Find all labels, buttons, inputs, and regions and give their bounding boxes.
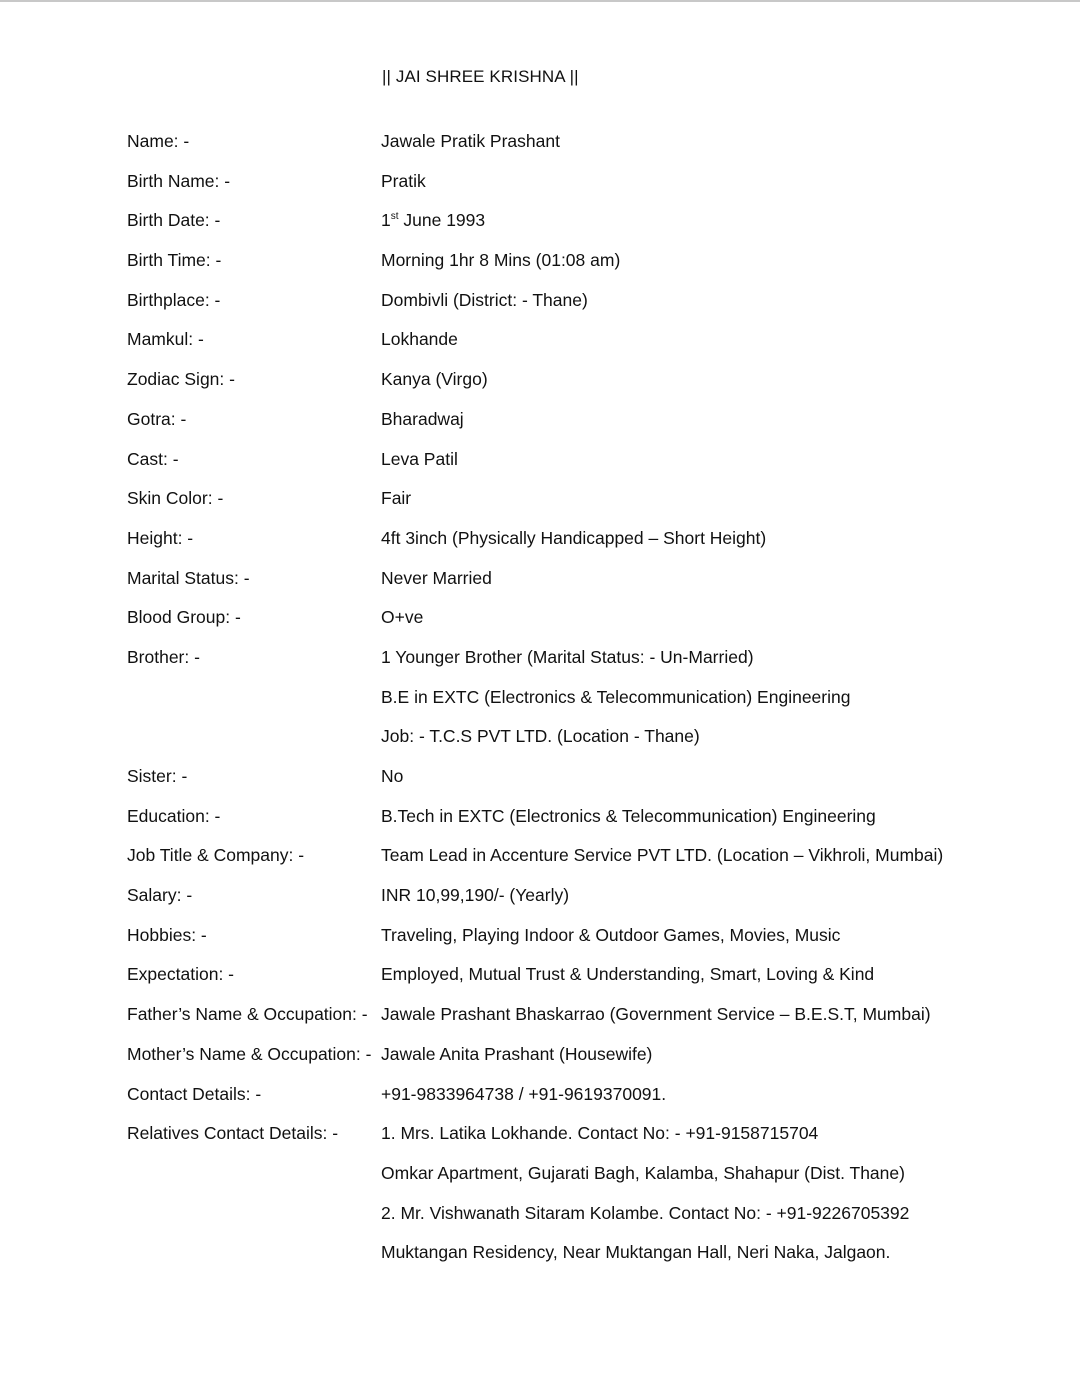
- value-relative-2-address: Muktangan Residency, Near Muktangan Hall, Neri Naka, Jalgaon.: [381, 1242, 891, 1263]
- label-mamkul: Mamkul: -: [127, 329, 204, 350]
- value-brother-education: B.E in EXTC (Electronics & Telecommunication) Engineering: [381, 686, 851, 707]
- label-sister: Sister: -: [127, 766, 188, 786]
- value-height: 4ft 3inch (Physically Handicapped – Short Height): [381, 527, 767, 548]
- value-contact-details: +91-9833964738 / +91-9619370091.: [381, 1083, 667, 1104]
- label-relatives-contact: Relatives Contact Details: -: [127, 1123, 339, 1144]
- row-blood-group: [127, 606, 1027, 646]
- value-mamkul: Lokhande: [381, 329, 458, 350]
- row-brother-education: [127, 686, 1027, 726]
- label-father: Father’s Name & Occupation: -: [127, 1004, 368, 1025]
- label-hobbies: Hobbies: -: [127, 924, 207, 945]
- birth-date-day: 1: [381, 210, 391, 231]
- value-name: Jawale Pratik Prashant: [381, 131, 560, 151]
- row-mamkul: [127, 328, 1027, 368]
- row-expectation: [127, 963, 1027, 1003]
- row-hobbies: [127, 924, 1027, 964]
- row-relative-1-address: [127, 1162, 1027, 1202]
- label-birth-name: Birth Name: -: [127, 170, 231, 191]
- row-birth-name: [127, 170, 1027, 210]
- row-zodiac-sign: [127, 368, 1027, 408]
- biodata-details: [127, 130, 1027, 1281]
- row-sister: [127, 765, 1027, 805]
- label-blood-group: Blood Group: -: [127, 607, 241, 628]
- birth-date-month-year: June 1993: [398, 210, 486, 231]
- value-mother: Jawale Anita Prashant (Housewife): [381, 1043, 653, 1064]
- value-relative-1-address: Omkar Apartment, Gujarati Bagh, Kalamba, Shahapur (Dist. Thane): [381, 1162, 905, 1183]
- value-job-title: Team Lead in Accenture Service PVT LTD. (Location – Vikhroli, Mumbai): [381, 845, 944, 866]
- row-father: [127, 1003, 1027, 1043]
- row-height: [127, 527, 1027, 567]
- value-blood-group: O+ve: [381, 607, 424, 628]
- value-cast: Leva Patil: [381, 448, 458, 469]
- birth-date-ordinal: st: [390, 211, 399, 223]
- row-skin-color: [127, 487, 1027, 527]
- value-birth-name: Pratik: [381, 170, 426, 191]
- row-relative-2: [127, 1202, 1027, 1242]
- label-job-title: Job Title & Company: -: [127, 845, 305, 866]
- row-name: [127, 130, 1027, 170]
- page-heading: || JAI SHREE KRISHNA ||: [382, 67, 579, 86]
- row-cast: [127, 448, 1027, 488]
- value-skin-color: Fair: [381, 488, 412, 509]
- value-hobbies: Traveling, Playing Indoor & Outdoor Games, Movies, Music: [381, 924, 841, 945]
- value-gotra: Bharadwaj: [381, 408, 464, 429]
- value-birth-date: [381, 209, 485, 231]
- row-gotra: [127, 408, 1027, 448]
- label-contact-details: Contact Details: -: [127, 1083, 262, 1104]
- value-expectation: Employed, Mutual Trust & Understanding, Smart, Loving & Kind: [381, 964, 875, 985]
- label-marital-status: Marital Status: -: [127, 567, 250, 588]
- label-height: Height: -: [127, 527, 194, 548]
- value-salary: INR 10,99,190/- (Yearly): [381, 885, 570, 906]
- label-education: Education: -: [127, 805, 221, 826]
- row-salary: [127, 884, 1027, 924]
- page-top-border: [0, 0, 1080, 2]
- row-brother: [127, 646, 1027, 686]
- label-birth-time: Birth Time: -: [127, 250, 222, 271]
- label-salary: Salary: -: [127, 885, 193, 906]
- row-relative-2-address: [127, 1241, 1027, 1281]
- value-brother: 1 Younger Brother (Marital Status: - Un-Married): [381, 646, 754, 667]
- label-name: Name: -: [127, 131, 190, 151]
- value-birthplace: Dombivli (District: - Thane): [381, 289, 588, 310]
- value-brother-job: Job: - T.C.S PVT LTD. (Location - Thane): [381, 726, 700, 747]
- row-mother: [127, 1043, 1027, 1083]
- label-brother: Brother: -: [127, 646, 200, 667]
- value-zodiac-sign: Kanya (Virgo): [381, 369, 488, 390]
- label-cast: Cast: -: [127, 448, 179, 469]
- label-expectation: Expectation: -: [127, 964, 234, 985]
- value-sister: No: [381, 766, 404, 786]
- label-birth-date: Birth Date: -: [127, 210, 221, 231]
- row-brother-job: [127, 725, 1027, 765]
- row-contact-details: [127, 1083, 1027, 1123]
- value-father: Jawale Prashant Bhaskarrao (Government Service – B.E.S.T, Mumbai): [381, 1004, 931, 1025]
- row-education: [127, 805, 1027, 845]
- value-marital-status: Never Married: [381, 567, 492, 588]
- row-birth-time: [127, 249, 1027, 289]
- label-zodiac-sign: Zodiac Sign: -: [127, 369, 235, 390]
- label-birthplace: Birthplace: -: [127, 289, 221, 310]
- label-gotra: Gotra: -: [127, 408, 187, 429]
- value-relatives-contact: 1. Mrs. Latika Lokhande. Contact No: - +91-9158715704: [381, 1123, 819, 1144]
- row-marital-status: [127, 567, 1027, 607]
- value-birth-time: Morning 1hr 8 Mins (01:08 am): [381, 250, 621, 271]
- row-birthplace: [127, 289, 1027, 329]
- label-mother: Mother’s Name & Occupation: -: [127, 1043, 372, 1064]
- value-education: B.Tech in EXTC (Electronics & Telecommunication) Engineering: [381, 805, 876, 826]
- row-job-title: [127, 844, 1027, 884]
- label-skin-color: Skin Color: -: [127, 488, 224, 509]
- row-birth-date: [127, 209, 1027, 249]
- row-relatives-contact: [127, 1122, 1027, 1162]
- value-relative-2: 2. Mr. Vishwanath Sitaram Kolambe. Contact No: - +91-9226705392: [381, 1202, 910, 1223]
